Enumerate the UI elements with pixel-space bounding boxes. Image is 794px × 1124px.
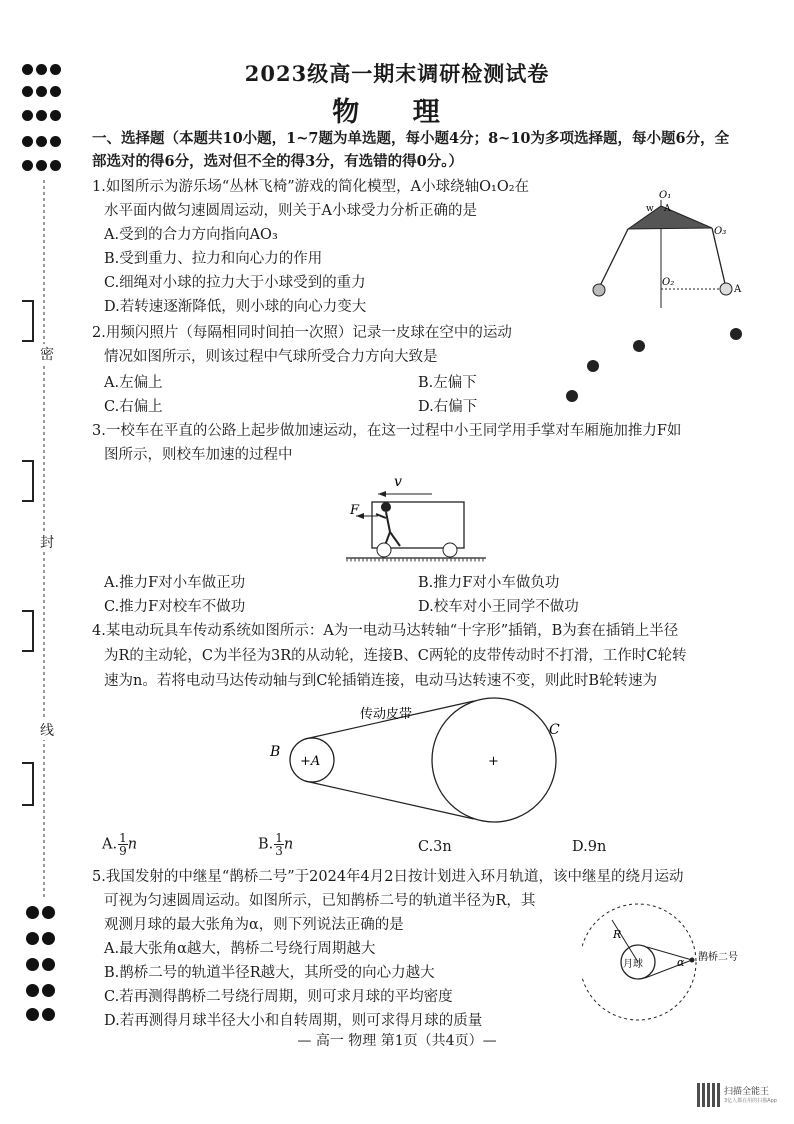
label-moon: 月球 [623, 959, 643, 970]
question-stem: 水平面内做匀速圆周运动，则关于A小球受力分析正确的是 [104, 203, 477, 219]
question-stem: 观测月球的最大张角为α，则下列说法正确的是 [104, 917, 404, 933]
label-c: C [549, 722, 560, 738]
label-a: +A [300, 754, 321, 769]
label-alpha: α [677, 956, 685, 969]
binding-bracket [22, 300, 34, 342]
option-a: A.推力F对小车做正功 [104, 575, 246, 591]
binding-bracket [22, 610, 34, 652]
label-belt: 传动皮带 [360, 707, 413, 722]
question-stem: 情况如图所示，则该过程中气球所受合力方向大致是 [104, 349, 438, 365]
option-a: A.最大张角α越大，鹊桥二号绕行周期越大 [104, 941, 376, 957]
option-a: A.左偏上 [104, 375, 163, 391]
label-plus: + [488, 754, 499, 769]
label-b: B [270, 744, 281, 760]
option-c: C.若再测得鹊桥二号绕行周期，则可求月球的平均密度 [104, 989, 453, 1005]
option-a: A. $\frac{1}{9}$ n [102, 831, 138, 858]
option-a: A.受到的合力方向指向AO₃ [104, 227, 278, 243]
section-heading-cont: 部选对的得6分，选对但不全的得3分，有选错的得0分。） [92, 153, 464, 170]
label-a-ball: A [734, 284, 742, 295]
question-stem: 可视为匀速圆周运动。如图所示，已知鹊桥二号的轨道半径为R，其 [104, 893, 536, 909]
belt-drive-figure [262, 690, 582, 830]
question-stem: 图所示，则校车加速的过程中 [104, 447, 293, 463]
option-b: B.鹊桥二号的轨道半径R越大，其所受的向心力越大 [104, 965, 435, 981]
seal-mark-xian: 线 [40, 720, 54, 740]
lunar-orbit-figure [582, 900, 782, 1022]
scanner-app-watermark: 扫描全能王 [724, 1087, 770, 1097]
option-d: D.若再测得月球半径大小和自转周期，则可求得月球的质量 [104, 1013, 483, 1029]
question-stem: 3.一校车在平直的公路上起步做加速运动，在这一过程中小王同学用手掌对车厢施加推力F如 [92, 423, 682, 439]
section-heading: 一、选择题（本题共10小题，1~7题为单选题，每小题4分；8~10为多项选择题，每小题6分，全 [92, 130, 730, 147]
option-b: B. $\frac{1}{3}$ n [258, 831, 294, 858]
school-bus-figure [340, 470, 490, 566]
label-r: R [613, 928, 622, 941]
qr-code-icon [697, 1083, 721, 1107]
exam-title: 2023级高一期末调研检测试卷 [244, 61, 550, 86]
seal-mark-mi: 密 [40, 344, 54, 364]
option-c: C.右偏上 [104, 399, 163, 415]
question-stem: 5.我国发射的中继星“鹊桥二号”于2024年4月2日按计划进入环月轨道，该中继星的绕月运动 [92, 869, 684, 885]
page-footer: — 高一 物理 第1页（共4页）— [297, 1033, 497, 1049]
option-d: D.右偏下 [418, 399, 478, 415]
scanner-app-slogan: 3亿人都在用的扫描App [724, 1098, 777, 1104]
label-v: v [394, 474, 402, 490]
option-b: B.左偏下 [418, 375, 477, 391]
question-stem: 为R的主动轮，C为半径为3R的从动轮，连接B、C两轮的皮带传动时不打滑，工作时C轮转 [104, 648, 687, 664]
label-o2: O₂ [662, 277, 675, 288]
question-stem: 2.用频闪照片（每隔相同时间拍一次照）记录一皮球在空中的运动 [92, 325, 512, 341]
option-d: D.9n [572, 839, 607, 855]
option-c: C.推力F对校车不做功 [104, 599, 246, 615]
option-d: D.若转速逐渐降低，则小球的向心力变大 [104, 299, 367, 315]
strobe-ball-figure [560, 320, 750, 410]
option-d: D.校车对小王同学不做功 [418, 599, 579, 615]
option-b: B.推力F对小车做负功 [418, 575, 560, 591]
label-satellite: 鹊桥二号 [698, 952, 738, 963]
label-o3: O₃ [714, 226, 727, 237]
label-a-top: A [664, 204, 671, 214]
question-stem: 1.如图所示为游乐场“丛林飞椅”游戏的简化模型，A小球绕轴O₁O₂在 [92, 179, 530, 195]
option-c: C.细绳对小球的拉力大于小球受到的重力 [104, 275, 366, 291]
option-b: B.受到重力、拉力和向心力的作用 [104, 251, 323, 267]
label-f: F [350, 503, 360, 518]
question-stem: 4.某电动玩具车传动系统如图所示：A为一电动马达转轴“十字形”插销，B为套在插销上半径 [92, 623, 679, 639]
label-o1: O₁ [659, 190, 672, 201]
flying-chair-figure [586, 184, 756, 310]
option-c: C.3n [418, 839, 452, 855]
seal-mark-feng: 封 [40, 532, 54, 552]
label-w: w [646, 204, 654, 214]
subject-title: 物 理 [332, 97, 462, 128]
binding-bracket [22, 762, 34, 806]
binding-bracket [22, 460, 34, 502]
question-stem: 速为n。若将电动马达传动轴与到C轮插销连接，电动马达转速不变，则此时B轮转速为 [104, 673, 658, 689]
